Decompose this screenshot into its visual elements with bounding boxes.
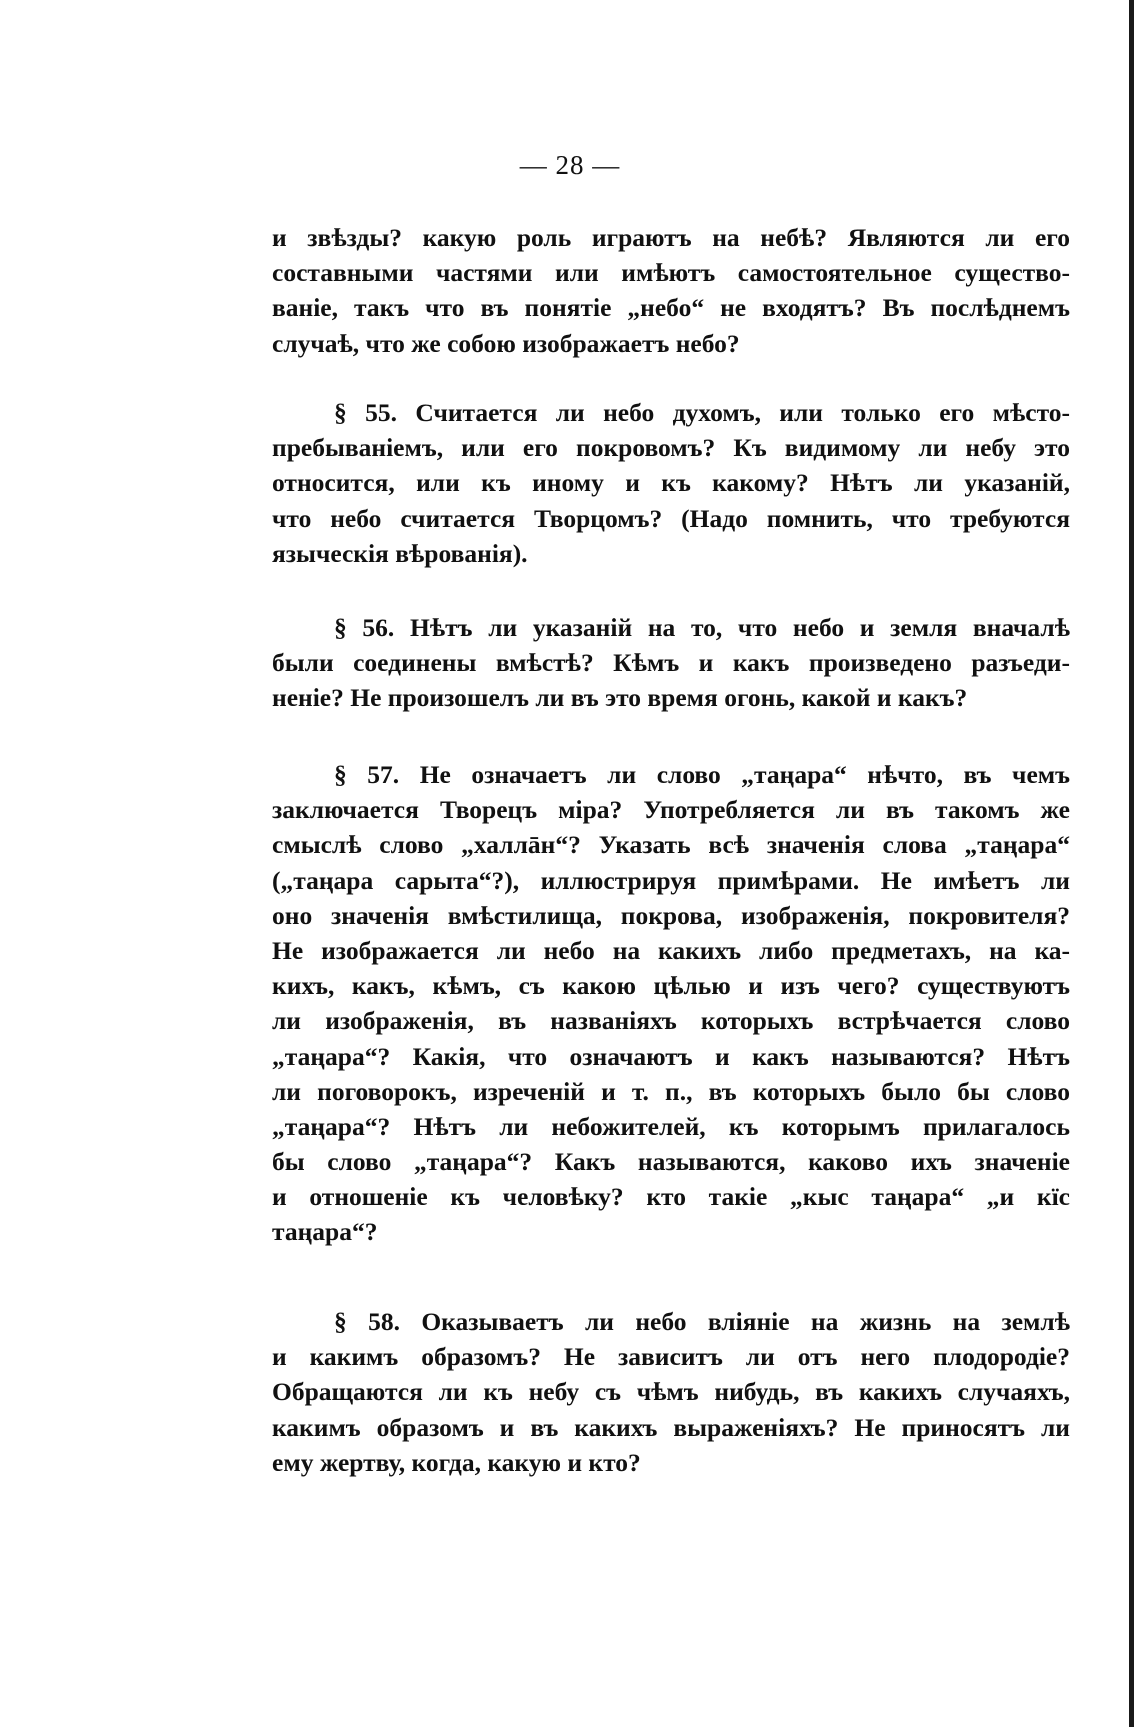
- section-number: § 55.: [334, 398, 397, 427]
- text-line: что небо считается Творцомъ? (Надо помнить, что требуются: [272, 503, 1070, 533]
- text-line: кихъ, какъ, кѣмъ, съ какою цѣлью и изъ чего? существуютъ: [272, 971, 1070, 1001]
- text-line: Не изображается ли небо на какихъ либо предметахъ, на ка-: [272, 935, 1070, 965]
- section-number: § 56.: [334, 613, 395, 642]
- text-line: („таңара сарыта“?), иллюстрируя примѣрами. Не имѣетъ ли: [272, 865, 1070, 895]
- text-line: ли изображенія, въ названіяхъ которыхъ встрѣчается слово: [272, 1006, 1070, 1036]
- page-number: — 28 —: [519, 150, 621, 180]
- text-line-content: Нѣтъ ли указаній на то, что небо и земля вначалѣ: [410, 613, 1071, 642]
- text-line: и звѣзды? какую роль играютъ на небѣ? Являются ли его: [272, 223, 1070, 252]
- text-line: составными частями или имѣютъ самостоятельное существо-: [272, 258, 1070, 288]
- text-line: [272, 610, 1070, 645]
- text-line: какимъ образомъ и въ какихъ выраженіяхъ? Не приносятъ ли: [272, 1412, 1070, 1442]
- text-line: смыслѣ слово „халлāн“? Указать всѣ значенія слова „таңара“: [272, 830, 1070, 860]
- text-line: языческія вѣрованія).: [272, 538, 528, 568]
- text-line: Обращаются ли къ небу съ чѣмъ нибудь, въ какихъ случаяхъ,: [272, 1377, 1070, 1407]
- section-number: § 58.: [334, 1307, 400, 1336]
- text-line-content: Считается ли небо духомъ, или только его мѣсто-: [415, 398, 1071, 427]
- text-line: „таңара“? Нѣтъ ли небожителей, къ которымъ прилагалось: [272, 1111, 1070, 1141]
- text-line: и отношеніе къ человѣку? кто такіе „кыс таңара“ „и кїс: [272, 1182, 1070, 1212]
- text-line: [272, 395, 1070, 430]
- text-line-content: Оказываетъ ли небо вліяніе на жизнь на землѣ: [421, 1307, 1071, 1336]
- text-line: таңара“?: [272, 1217, 378, 1247]
- text-line: относится, или къ иному и къ какому? Нѣтъ ли указаній,: [272, 468, 1070, 498]
- text-line: случаѣ, что же собою изображаетъ небо?: [272, 328, 740, 358]
- text-line-content: Не означаетъ ли слово „таңара“ нѣчто, въ чемъ: [419, 760, 1070, 789]
- page-edge-shadow: [1129, 0, 1134, 1727]
- text-line: ему жертву, когда, какую и кто?: [272, 1447, 641, 1477]
- text-line: „таңара“? Какія, что означаютъ и какъ называются? Нѣтъ: [272, 1041, 1070, 1071]
- paragraph-continuation: [272, 220, 1070, 361]
- text-line: бы слово „таңара“? Какъ называются, каково ихъ значеніе: [272, 1147, 1070, 1177]
- text-line: были соединены вмѣстѣ? Кѣмъ и какъ произведено разъеди-: [272, 648, 1070, 678]
- paragraph-section-57: [272, 757, 1070, 1250]
- text-line: ли поговорокъ, изреченій и т. п., въ которыхъ было бы слово: [272, 1076, 1070, 1106]
- paragraph-section-55: [272, 395, 1070, 571]
- text-line: заключается Творецъ міра? Употребляется ли въ такомъ же: [272, 795, 1070, 825]
- text-line: пребываніемъ, или его покровомъ? Къ видимому ли небу это: [272, 433, 1070, 463]
- section-number: § 57.: [334, 760, 400, 789]
- text-line: оно значенія вмѣстилища, покрова, изображенія, покровителя?: [272, 900, 1070, 930]
- paragraph-section-56: [272, 610, 1070, 716]
- text-line: [272, 757, 1070, 792]
- text-line: [272, 1304, 1070, 1339]
- text-line: и какимъ образомъ? Не зависитъ ли отъ него плодородіе?: [272, 1342, 1070, 1372]
- paragraph-section-58: [272, 1304, 1070, 1480]
- text-line: ваніе, такъ что въ понятіе „небо“ не входятъ? Въ послѣднемъ: [272, 293, 1070, 323]
- text-line: неніе? Не произошелъ ли въ это время огонь, какой и какъ?: [272, 683, 968, 713]
